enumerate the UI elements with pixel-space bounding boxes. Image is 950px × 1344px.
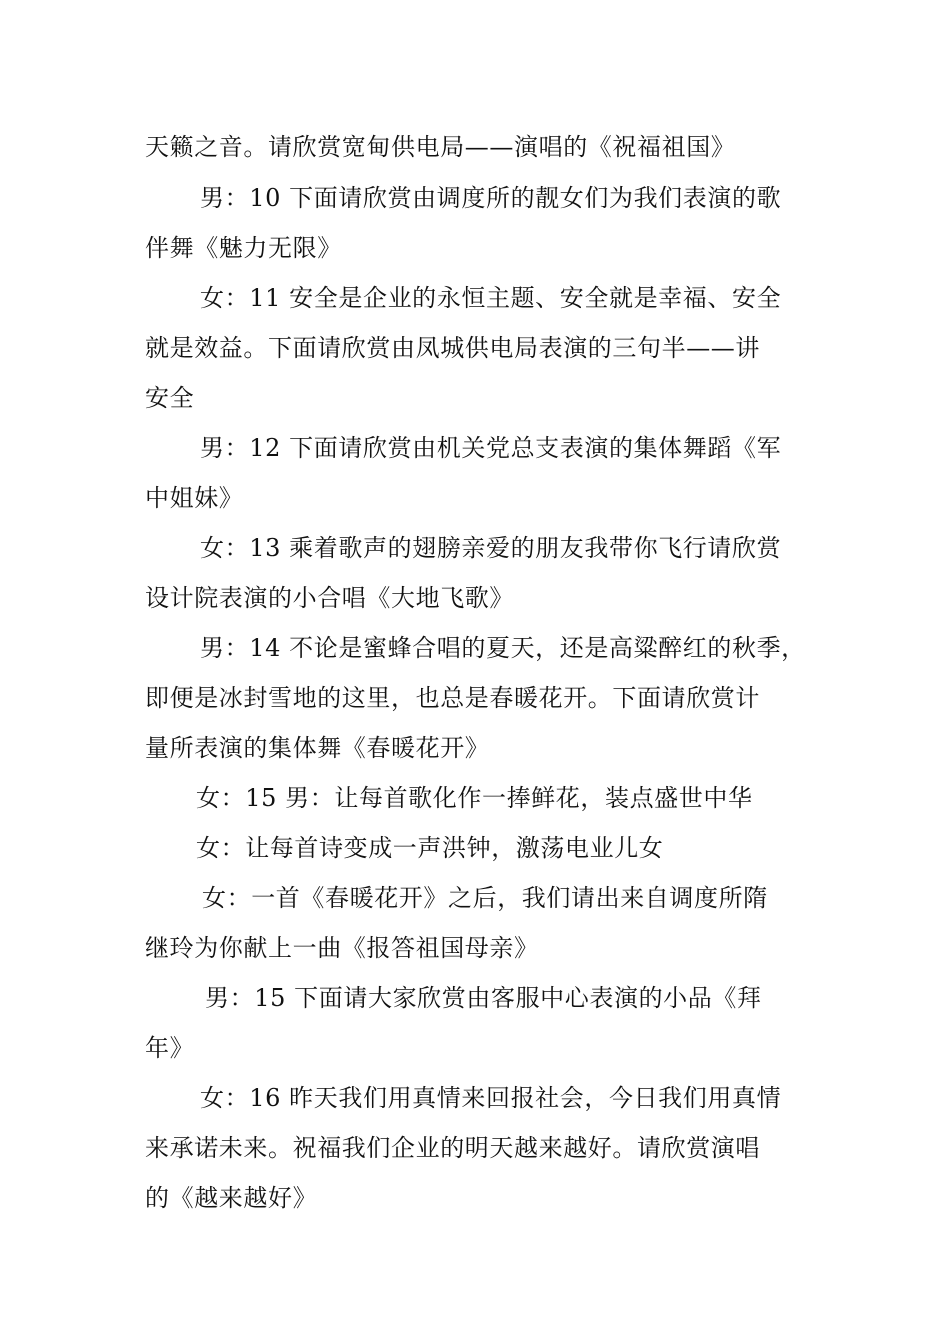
text-line: 安全 — [145, 384, 195, 412]
text-line: 男：15 下面请大家欣赏由客服中心表演的小品《拜 — [205, 984, 762, 1012]
text-line: 女：一首《春暖花开》之后，我们请出来自调度所隋 — [202, 884, 768, 912]
text-line: 量所表演的集体舞《春暖花开》 — [145, 734, 490, 762]
text-line: 即便是冰封雪地的这里，也总是春暖花开。下面请欣赏计 — [145, 684, 760, 712]
text-line: 女：11 安全是企业的永恒主题、安全就是幸福、安全 — [200, 284, 782, 312]
text-line: 男：12 下面请欣赏由机关党总支表演的集体舞蹈《军 — [200, 434, 782, 462]
text-line: 的《越来越好》 — [145, 1184, 318, 1212]
text-line: 男：14 不论是蜜蜂合唱的夏天，还是高粱醉红的秋季， — [200, 634, 806, 662]
text-line: 伴舞《魅力无限》 — [145, 234, 342, 262]
text-line: 中姐妹》 — [145, 484, 244, 512]
text-line: 女：让每首诗变成一声洪钟，激荡电业儿女 — [196, 834, 664, 862]
text-line: 继玲为你献上一曲《报答祖国母亲》 — [145, 934, 539, 962]
text-line: 女：16 昨天我们用真情来回报社会，今日我们用真情 — [200, 1084, 782, 1112]
text-line: 天籁之音。请欣赏宽甸供电局——演唱的《祝福祖国》 — [145, 133, 736, 161]
text-line: 男：10 下面请欣赏由调度所的靓女们为我们表演的歌 — [200, 184, 782, 212]
text-line: 来承诺未来。祝福我们企业的明天越来越好。请欣赏演唱 — [145, 1134, 760, 1162]
text-line: 女：15 男：让每首歌化作一捧鲜花，装点盛世中华 — [196, 784, 753, 812]
text-line: 年》 — [145, 1034, 195, 1062]
text-line: 设计院表演的小合唱《大地飞歌》 — [145, 584, 514, 612]
text-line: 女：13 乘着歌声的翅膀亲爱的朋友我带你飞行请欣赏 — [200, 534, 782, 562]
text-line: 就是效益。下面请欣赏由凤城供电局表演的三句半——讲 — [145, 334, 760, 362]
